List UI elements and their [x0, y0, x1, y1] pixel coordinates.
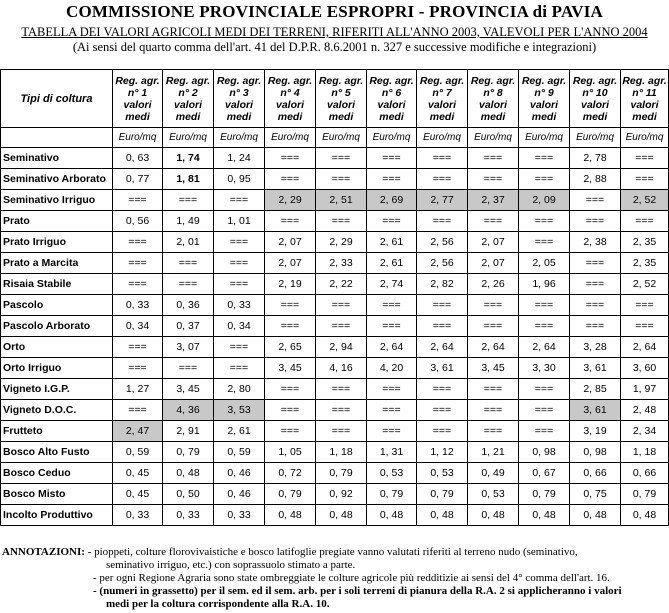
crop-type-label: Bosco Ceduo — [1, 463, 113, 484]
value-cell: === — [316, 379, 367, 400]
value-cell: === — [570, 211, 621, 232]
value-cell: 0, 66 — [570, 463, 621, 484]
value-cell: 0, 34 — [214, 316, 265, 337]
value-cell: 0, 34 — [113, 316, 163, 337]
value-cell: 2, 19 — [265, 274, 316, 295]
value-cell: 0, 98 — [519, 442, 570, 463]
unit-spacer — [1, 128, 113, 148]
value-cell: === — [214, 253, 265, 274]
value-cell: === — [570, 295, 621, 316]
value-cell: === — [621, 169, 669, 190]
value-cell: 1, 21 — [468, 442, 519, 463]
column-header-3: Reg. agr. n° 3 valori medi — [214, 70, 265, 128]
unit-cell: Euro/mq — [417, 128, 468, 148]
value-cell: === — [621, 316, 669, 337]
value-cell: === — [163, 190, 214, 211]
value-cell: 0, 48 — [621, 505, 669, 526]
value-cell: === — [570, 316, 621, 337]
note-3-line-2: medi per la coltura corrispondente alla R.A. 10. — [106, 598, 330, 610]
value-cell: 0, 48 — [316, 505, 367, 526]
annotations-label: ANNOTAZIONI: — [2, 546, 85, 558]
note-2: - per ogni Regione Agraria sono state ombreggiate le colture agricole più redditizie ai sensi del 4° comma dell'art. 16. — [93, 572, 610, 584]
value-cell: === — [468, 316, 519, 337]
unit-cell: Euro/mq — [113, 128, 163, 148]
value-cell: 1, 31 — [367, 442, 417, 463]
value-cell: 1, 05 — [265, 442, 316, 463]
column-header-11: Reg. agr. n° 11 valori medi — [621, 70, 669, 128]
table-row — [1, 253, 669, 274]
document-header — [0, 2, 669, 55]
value-cell: 0, 79 — [519, 484, 570, 505]
value-cell: === — [265, 148, 316, 169]
crop-type-label: Orto — [1, 337, 113, 358]
table-row — [1, 421, 669, 442]
value-cell: 1, 24 — [214, 148, 265, 169]
unit-cell: Euro/mq — [519, 128, 570, 148]
table-row — [1, 484, 669, 505]
crop-type-label: Seminativo — [1, 148, 113, 169]
value-cell: === — [621, 211, 669, 232]
value-cell: === — [265, 379, 316, 400]
value-cell: 0, 66 — [621, 463, 669, 484]
value-cell: 0, 49 — [468, 463, 519, 484]
value-cell: 0, 92 — [316, 484, 367, 505]
value-cell: === — [621, 148, 669, 169]
value-cell: 4, 16 — [316, 358, 367, 379]
value-cell: === — [367, 379, 417, 400]
value-cell: 0, 33 — [214, 505, 265, 526]
value-cell: 2, 07 — [468, 253, 519, 274]
unit-row — [1, 128, 669, 148]
table-row — [1, 190, 669, 211]
crop-type-label: Prato — [1, 211, 113, 232]
value-cell: 0, 48 — [265, 505, 316, 526]
column-header-7: Reg. agr. n° 7 valori medi — [417, 70, 468, 128]
value-cell: === — [265, 295, 316, 316]
value-cell: === — [519, 232, 570, 253]
value-cell: === — [519, 295, 570, 316]
unit-cell: Euro/mq — [265, 128, 316, 148]
value-cell: === — [417, 421, 468, 442]
value-cell: === — [113, 274, 163, 295]
value-cell: 0, 98 — [570, 442, 621, 463]
value-cell: === — [113, 232, 163, 253]
value-cell: 2, 47 — [113, 421, 163, 442]
crop-type-label: Orto Irriguo — [1, 358, 113, 379]
page-subtitle: TABELLA DEI VALORI AGRICOLI MEDI DEI TERRENI, RIFERITI ALL'ANNO 2003, VALEVOLI PER L'ANNO 2004 — [21, 25, 648, 39]
table-row — [1, 211, 669, 232]
value-cell: 0, 36 — [163, 295, 214, 316]
value-cell: === — [519, 421, 570, 442]
value-cell: 2, 07 — [468, 232, 519, 253]
value-cell: === — [214, 232, 265, 253]
value-cell: === — [367, 295, 417, 316]
annotations — [0, 546, 669, 611]
crop-type-label: Risaia Stabile — [1, 274, 113, 295]
value-cell: === — [113, 253, 163, 274]
value-cell: 0, 46 — [214, 463, 265, 484]
value-cell: 0, 75 — [570, 484, 621, 505]
page-title: COMMISSIONE PROVINCIALE ESPROPRI - PROVINCIA di PAVIA — [65, 2, 604, 21]
value-cell: 0, 53 — [417, 463, 468, 484]
column-header-10: Reg. agr. n° 10 valori medi — [570, 70, 621, 128]
column-header-2: Reg. agr. n° 2 valori medi — [163, 70, 214, 128]
value-cell: 0, 79 — [621, 484, 669, 505]
value-cell: === — [316, 148, 367, 169]
value-cell: === — [316, 295, 367, 316]
value-cell: === — [417, 316, 468, 337]
value-cell: 1, 96 — [519, 274, 570, 295]
value-cell: === — [468, 148, 519, 169]
table-row — [1, 169, 669, 190]
column-header-8: Reg. agr. n° 8 valori medi — [468, 70, 519, 128]
crop-type-label: Vigneto I.G.P. — [1, 379, 113, 400]
value-cell: === — [163, 253, 214, 274]
value-cell: 2, 01 — [163, 232, 214, 253]
unit-cell: Euro/mq — [163, 128, 214, 148]
value-cell: === — [417, 400, 468, 421]
note-1-line-1: - pioppeti, colture florovivaistiche e bosco latifoglie pregiate vanno valutati riferiti al terreno nudo (seminativo, — [84, 546, 578, 558]
crop-type-label: Prato a Marcita — [1, 253, 113, 274]
value-cell: 0, 77 — [113, 169, 163, 190]
value-cell: 2, 26 — [468, 274, 519, 295]
value-cell: 1, 74 — [163, 148, 214, 169]
value-cell: === — [570, 274, 621, 295]
value-cell: === — [417, 379, 468, 400]
value-cell: 2, 34 — [621, 421, 669, 442]
value-cell: 1, 81 — [163, 169, 214, 190]
value-cell: === — [316, 400, 367, 421]
crop-type-label: Prato Irriguo — [1, 232, 113, 253]
value-cell: 2, 91 — [163, 421, 214, 442]
value-cell: === — [417, 148, 468, 169]
unit-cell: Euro/mq — [367, 128, 417, 148]
value-cell: 0, 56 — [113, 211, 163, 232]
value-cell: === — [113, 337, 163, 358]
value-cell: === — [519, 379, 570, 400]
column-header-4: Reg. agr. n° 4 valori medi — [265, 70, 316, 128]
value-cell: 1, 49 — [163, 211, 214, 232]
value-cell: 2, 05 — [519, 253, 570, 274]
value-cell: 0, 48 — [163, 463, 214, 484]
table-row — [1, 316, 669, 337]
value-cell: 2, 33 — [316, 253, 367, 274]
value-cell: 0, 79 — [367, 484, 417, 505]
value-cell: === — [417, 211, 468, 232]
value-cell: 2, 35 — [621, 253, 669, 274]
value-cell: 2, 78 — [570, 148, 621, 169]
value-cell: === — [265, 316, 316, 337]
value-cell: 0, 48 — [417, 505, 468, 526]
value-cell: === — [163, 274, 214, 295]
value-cell: === — [468, 400, 519, 421]
value-cell: 3, 61 — [417, 358, 468, 379]
value-cell: === — [367, 421, 417, 442]
value-cell: 3, 07 — [163, 337, 214, 358]
table-row — [1, 442, 669, 463]
value-cell: 0, 95 — [214, 169, 265, 190]
value-cell: === — [214, 274, 265, 295]
value-cell: 2, 52 — [621, 190, 669, 211]
value-cell: === — [367, 169, 417, 190]
values-table — [0, 69, 669, 526]
value-cell: === — [570, 190, 621, 211]
value-cell: 1, 27 — [113, 379, 163, 400]
table-row — [1, 148, 669, 169]
value-cell: === — [265, 211, 316, 232]
value-cell: 2, 07 — [265, 232, 316, 253]
value-cell: 2, 56 — [417, 232, 468, 253]
value-cell: 2, 07 — [265, 253, 316, 274]
crop-type-label: Bosco Alto Fusto — [1, 442, 113, 463]
value-cell: 3, 19 — [570, 421, 621, 442]
value-cell: 2, 48 — [621, 400, 669, 421]
value-cell: 2, 29 — [265, 190, 316, 211]
crop-type-label: Frutteto — [1, 421, 113, 442]
value-cell: === — [163, 358, 214, 379]
value-cell: 3, 61 — [570, 358, 621, 379]
value-cell: 0, 48 — [367, 505, 417, 526]
value-cell: 1, 97 — [621, 379, 669, 400]
value-cell: === — [468, 379, 519, 400]
value-cell: 0, 63 — [113, 148, 163, 169]
value-cell: 1, 12 — [417, 442, 468, 463]
value-cell: 0, 48 — [570, 505, 621, 526]
value-cell: 2, 77 — [417, 190, 468, 211]
value-cell: 0, 45 — [113, 484, 163, 505]
value-cell: === — [367, 400, 417, 421]
value-cell: === — [265, 400, 316, 421]
value-cell: === — [113, 400, 163, 421]
value-cell: 0, 46 — [214, 484, 265, 505]
table-row — [1, 463, 669, 484]
value-cell: 3, 53 — [214, 400, 265, 421]
value-cell: 2, 94 — [316, 337, 367, 358]
unit-cell: Euro/mq — [468, 128, 519, 148]
value-cell: 2, 56 — [417, 253, 468, 274]
crop-type-label: Bosco Misto — [1, 484, 113, 505]
value-cell: 0, 50 — [163, 484, 214, 505]
value-cell: 2, 88 — [570, 169, 621, 190]
value-cell: 0, 79 — [417, 484, 468, 505]
value-cell: 1, 01 — [214, 211, 265, 232]
value-cell: 2, 74 — [367, 274, 417, 295]
value-cell: 0, 37 — [163, 316, 214, 337]
value-cell: 0, 67 — [519, 463, 570, 484]
value-cell: 2, 61 — [214, 421, 265, 442]
value-cell: === — [417, 169, 468, 190]
table-row — [1, 232, 669, 253]
value-cell: 2, 64 — [621, 337, 669, 358]
value-cell: 3, 61 — [570, 400, 621, 421]
value-cell: === — [113, 358, 163, 379]
value-cell: 2, 64 — [468, 337, 519, 358]
crop-type-label: Seminativo Irriguo — [1, 190, 113, 211]
value-cell: 2, 69 — [367, 190, 417, 211]
unit-cell: Euro/mq — [316, 128, 367, 148]
value-cell: 0, 33 — [163, 505, 214, 526]
value-cell: 4, 36 — [163, 400, 214, 421]
value-cell: === — [367, 316, 417, 337]
value-cell: === — [519, 169, 570, 190]
value-cell: === — [214, 337, 265, 358]
value-cell: 2, 29 — [316, 232, 367, 253]
value-cell: 2, 37 — [468, 190, 519, 211]
value-cell: 3, 30 — [519, 358, 570, 379]
value-cell: 0, 48 — [519, 505, 570, 526]
value-cell: 0, 59 — [113, 442, 163, 463]
crop-type-label: Vigneto D.O.C. — [1, 400, 113, 421]
value-cell: === — [519, 148, 570, 169]
value-cell: 3, 45 — [265, 358, 316, 379]
value-cell: === — [570, 253, 621, 274]
value-cell: === — [214, 358, 265, 379]
value-cell: 0, 53 — [367, 463, 417, 484]
value-cell: === — [316, 211, 367, 232]
unit-cell: Euro/mq — [621, 128, 669, 148]
table-row — [1, 295, 669, 316]
value-cell: 0, 53 — [468, 484, 519, 505]
value-cell: === — [519, 400, 570, 421]
value-cell: 0, 79 — [265, 484, 316, 505]
value-cell: === — [468, 421, 519, 442]
value-cell: 4, 20 — [367, 358, 417, 379]
crop-type-label: Pascolo Arborato — [1, 316, 113, 337]
value-cell: === — [519, 211, 570, 232]
header-row — [1, 70, 669, 128]
value-cell: === — [367, 148, 417, 169]
crop-type-label: Incolto Produttivo — [1, 505, 113, 526]
table-row — [1, 379, 669, 400]
value-cell: === — [316, 421, 367, 442]
value-cell: 1, 18 — [621, 442, 669, 463]
value-cell: 1, 18 — [316, 442, 367, 463]
value-cell: === — [316, 316, 367, 337]
value-cell: 3, 45 — [163, 379, 214, 400]
value-cell: === — [367, 211, 417, 232]
crop-type-label: Seminativo Arborato — [1, 169, 113, 190]
value-cell: 2, 64 — [519, 337, 570, 358]
value-cell: === — [621, 295, 669, 316]
value-cell: 2, 82 — [417, 274, 468, 295]
value-cell: 2, 61 — [367, 232, 417, 253]
crop-type-label: Pascolo — [1, 295, 113, 316]
value-cell: === — [214, 190, 265, 211]
value-cell: 0, 79 — [163, 442, 214, 463]
value-cell: 2, 52 — [621, 274, 669, 295]
value-cell: 2, 38 — [570, 232, 621, 253]
value-cell: 2, 85 — [570, 379, 621, 400]
value-cell: === — [468, 169, 519, 190]
value-cell: 0, 48 — [468, 505, 519, 526]
value-cell: 0, 33 — [113, 505, 163, 526]
value-cell: 2, 64 — [417, 337, 468, 358]
value-cell: 2, 80 — [214, 379, 265, 400]
value-cell: 2, 09 — [519, 190, 570, 211]
corner-header: Tipi di coltura — [1, 70, 113, 128]
column-header-6: Reg. agr. n° 6 valori medi — [367, 70, 417, 128]
unit-cell: Euro/mq — [214, 128, 265, 148]
value-cell: 2, 22 — [316, 274, 367, 295]
value-cell: 2, 65 — [265, 337, 316, 358]
unit-cell: Euro/mq — [570, 128, 621, 148]
table-row — [1, 400, 669, 421]
value-cell: === — [265, 169, 316, 190]
value-cell: 2, 61 — [367, 253, 417, 274]
value-cell: === — [113, 190, 163, 211]
table-row — [1, 505, 669, 526]
value-cell: === — [265, 421, 316, 442]
value-cell: === — [468, 295, 519, 316]
column-header-9: Reg. agr. n° 9 valori medi — [519, 70, 570, 128]
legal-reference: (Ai sensi del quarto comma dell'art. 41 del D.P.R. 8.6.2001 n. 327 e successive modifiche e integrazioni) — [72, 40, 597, 54]
table-row — [1, 274, 669, 295]
value-cell: 2, 51 — [316, 190, 367, 211]
value-cell: 0, 45 — [113, 463, 163, 484]
value-cell: === — [316, 169, 367, 190]
value-cell: 0, 79 — [316, 463, 367, 484]
value-cell: 0, 59 — [214, 442, 265, 463]
value-cell: 0, 72 — [265, 463, 316, 484]
value-cell: 0, 33 — [113, 295, 163, 316]
column-header-1: Reg. agr. n° 1 valori medi — [113, 70, 163, 128]
value-cell: === — [519, 316, 570, 337]
note-1-line-2: seminativo irriguo, etc.) con soprassuolo stimato a parte. — [106, 559, 356, 571]
note-3-line-1: - (numeri in grassetto) per il sem. ed il sem. arb. per i soli terreni di pianura della R.A. 2 si applicheranno i valori — [93, 585, 622, 597]
value-cell: 2, 35 — [621, 232, 669, 253]
value-cell: 3, 45 — [468, 358, 519, 379]
value-cell: === — [417, 295, 468, 316]
table-row — [1, 358, 669, 379]
column-header-5: Reg. agr. n° 5 valori medi — [316, 70, 367, 128]
table-row — [1, 337, 669, 358]
value-cell: 3, 28 — [570, 337, 621, 358]
value-cell: === — [468, 211, 519, 232]
value-cell: 3, 60 — [621, 358, 669, 379]
value-cell: 2, 64 — [367, 337, 417, 358]
value-cell: 0, 33 — [214, 295, 265, 316]
